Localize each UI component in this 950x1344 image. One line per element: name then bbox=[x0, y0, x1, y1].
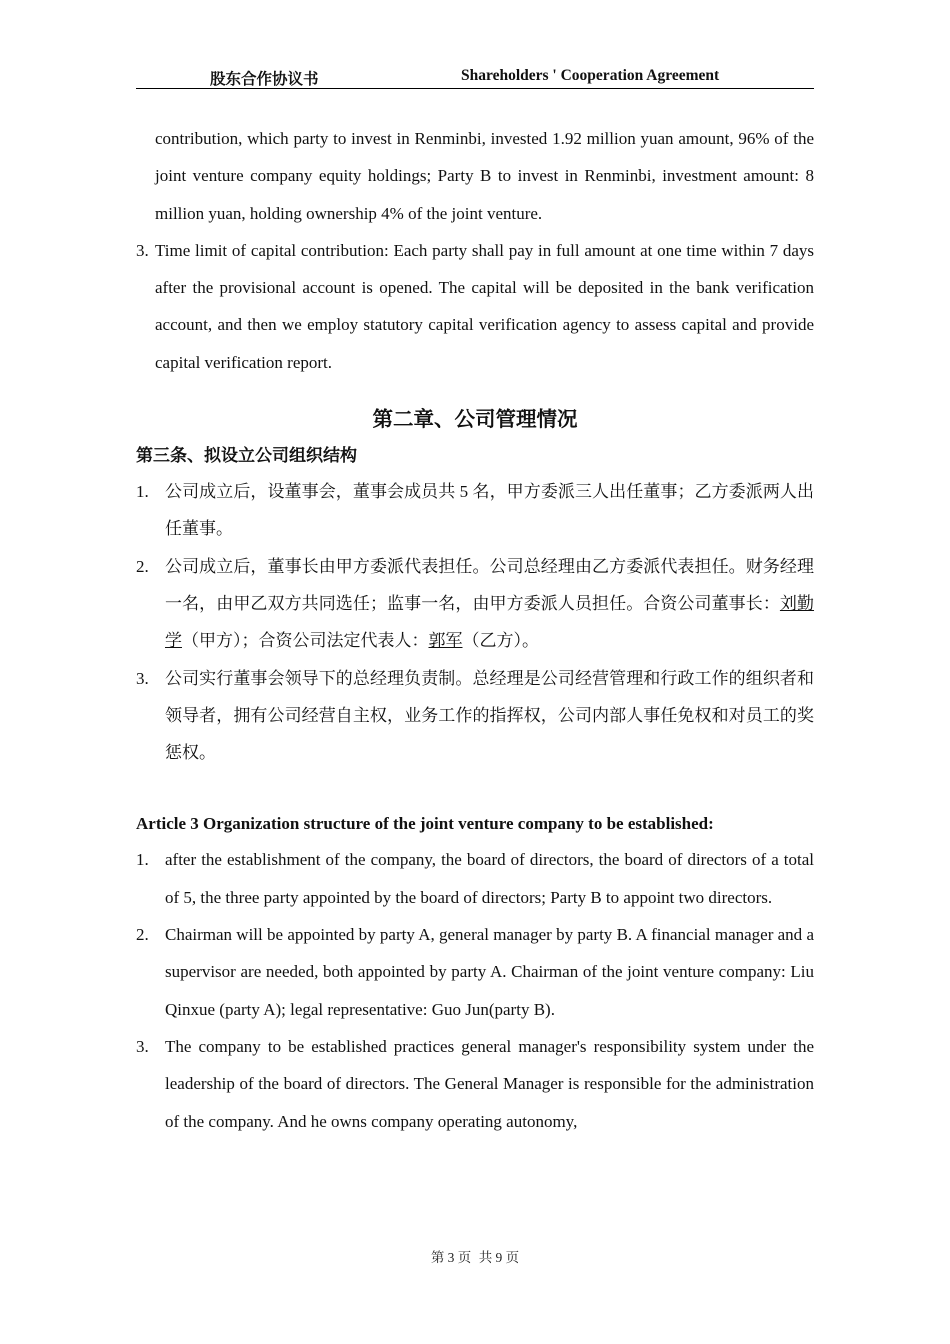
item-number: 1. bbox=[136, 850, 149, 870]
header-title-zh: 股东合作协议书 bbox=[210, 71, 319, 88]
header-title-en: Shareholders ' Cooperation Agreement bbox=[461, 67, 720, 84]
page-footer bbox=[0, 1246, 950, 1266]
item-number: 3. bbox=[136, 1036, 149, 1056]
item-text: The company to be established practices general manager's responsibility system under the leadership of the board of directors. The General Manager is responsible for the administration of the company. And he owns company operating autonomy, bbox=[165, 1036, 814, 1131]
item-text: Time limit of capital contribution: Each party shall pay in full amount at one time within 7 days after the provisional account is opened. The capital will be deposited in the bank verification account, and then we employ statutory capital verification agency to assess capital and provide capital verification report. bbox=[155, 240, 814, 372]
page-number: 第 3 页 bbox=[430, 1250, 472, 1265]
item-number: 2. bbox=[136, 556, 149, 576]
article-title-zh: 第三条、拟设立公司组织结构 bbox=[136, 446, 357, 466]
item-number: 1. bbox=[136, 482, 149, 502]
item-text: Chairman will be appointed by party A, general manager by party B. A financial manager and a supervisor are needed, both appointed by party A. Chairman of the joint venture company: Liu Qinxue (party A); legal representative: Guo Jun(party B). bbox=[165, 925, 814, 1019]
item-text: 公司成立后，董事长由甲方委派代表担任。公司总经理由乙方委派代表担任。财务经理一名，由甲乙双方共同选任；监事一名，由甲方委派人员担任。合资公司董事长： bbox=[165, 556, 814, 613]
legal-rep-name: 郭军 bbox=[428, 631, 463, 651]
continued-paragraph: contribution, which party to invest in Renminbi, invested 1.92 million yuan amount, 96% of the joint venture company equity holdings; Party B to invest in Renminbi, investment amount: 8 million yuan, holding ownership 4% of the joint venture. bbox=[155, 129, 814, 223]
item-text: 公司实行董事会领导下的总经理负责制。总经理是公司经营管理和行政工作的组织者和领导者，拥有公司经营自主权，业务工作的指挥权，公司内部人事任免权和对员工的奖惩权。 bbox=[165, 668, 814, 763]
en-item-1 bbox=[136, 841, 814, 916]
item-text: after the establishment of the company, the board of directors, the board of directors of a total of 5, the three party appointed by the board of directors; Party B to appoint two directors. bbox=[165, 850, 814, 907]
capital-time-limit-item bbox=[136, 232, 814, 381]
item-text: 公司成立后，设董事会，董事会成员共 5 名，甲方委派三人出任董事；乙方委派两人出任董事。 bbox=[165, 482, 814, 539]
chairman-name: 刘勤学 bbox=[165, 593, 815, 651]
zh-item-2 bbox=[136, 548, 814, 660]
item-number: 2. bbox=[136, 925, 149, 945]
en-item-2 bbox=[136, 916, 814, 1028]
article-title-en: Article 3 Organization structure of the joint venture company to be established: bbox=[136, 814, 714, 834]
item-number: 3. bbox=[136, 668, 149, 688]
en-item-3 bbox=[136, 1028, 814, 1140]
zh-item-3 bbox=[136, 660, 814, 772]
zh-item-1 bbox=[136, 473, 814, 548]
item-number: 3. bbox=[136, 240, 149, 260]
page-header bbox=[136, 66, 814, 89]
chapter-title: 第二章、公司管理情况 bbox=[372, 409, 578, 432]
page-total: 共 9 页 bbox=[478, 1250, 520, 1265]
party-a-text: （甲方）；合资公司法定代表人： bbox=[182, 631, 429, 651]
party-b-text: （乙方）。 bbox=[462, 631, 539, 651]
document-body bbox=[136, 120, 814, 1140]
